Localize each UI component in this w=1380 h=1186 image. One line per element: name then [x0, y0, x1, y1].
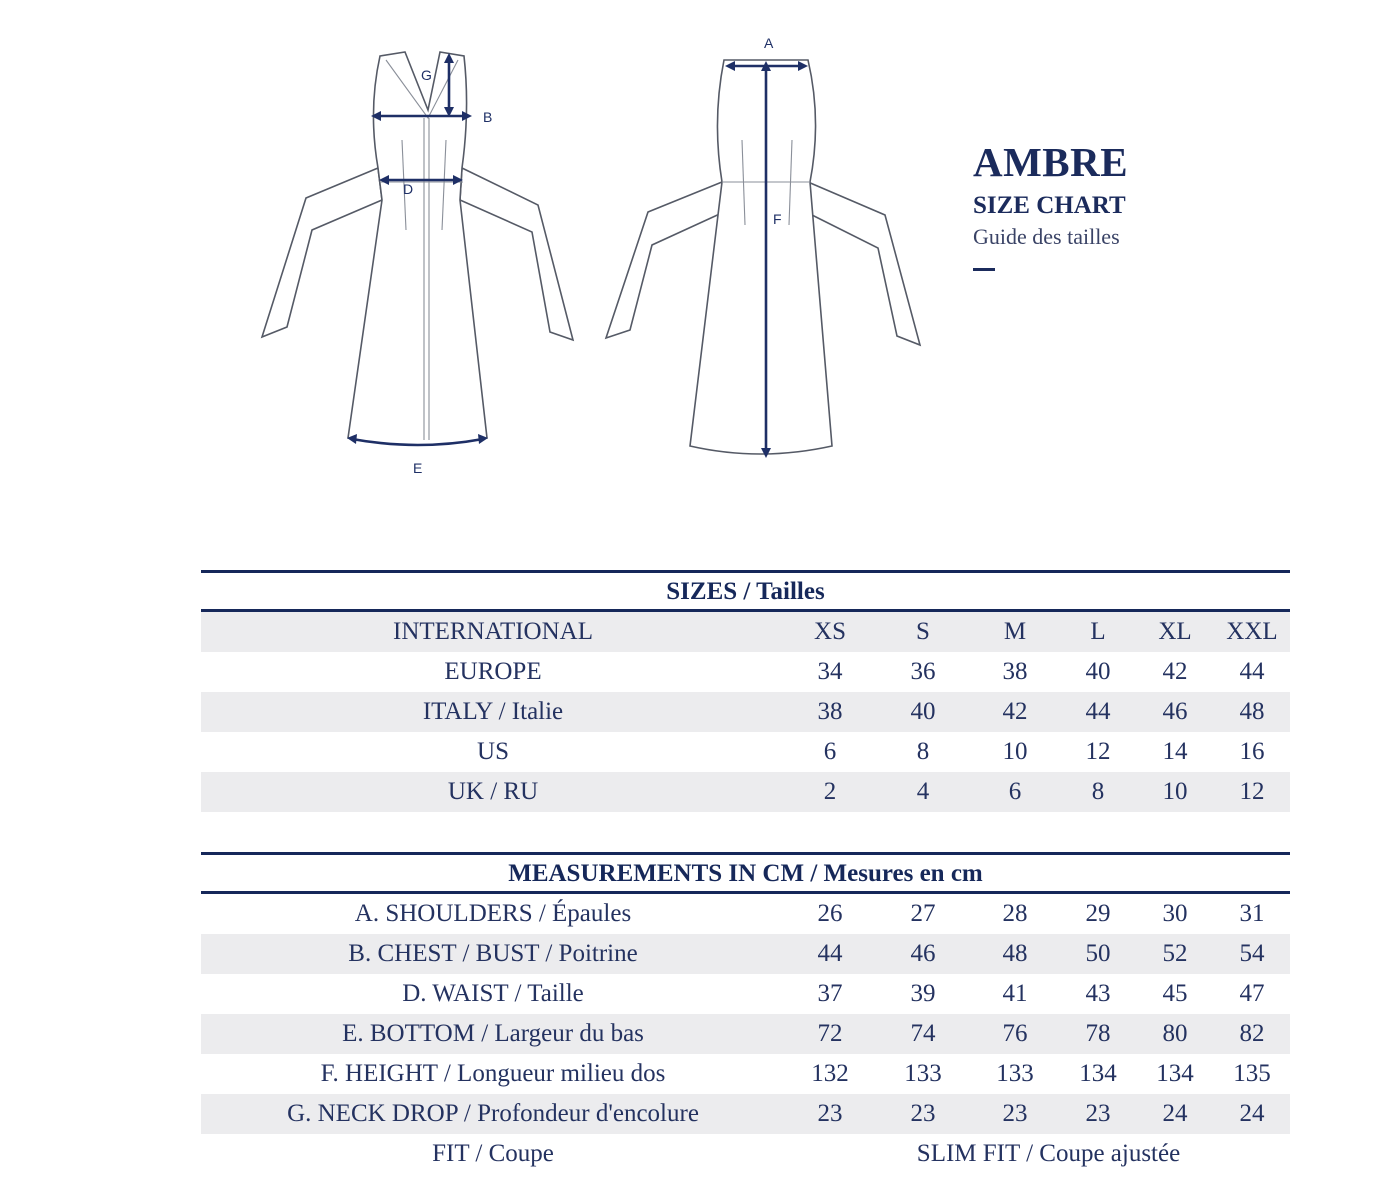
table-cell: 10	[1002, 738, 1028, 765]
table-cell: 48	[1239, 698, 1265, 725]
table-row	[201, 772, 1290, 812]
table-cell: 31	[1239, 900, 1265, 927]
row-label: A. SHOULDERS / Épaules	[354, 900, 632, 927]
table-cell: 4	[916, 778, 930, 805]
table-row	[201, 1094, 1290, 1134]
table-cell: 10	[1162, 778, 1188, 805]
measure-g-label: G	[421, 67, 432, 83]
table-cell: 54	[1239, 940, 1265, 967]
garment-diagram-svg	[0, 0, 940, 500]
table-cell: 37	[817, 980, 843, 1007]
fit-label: FIT / Coupe	[432, 1140, 554, 1167]
measure-f-label: F	[773, 211, 782, 227]
sizes-table	[201, 570, 1290, 812]
table-row	[201, 692, 1290, 732]
row-label: F. HEIGHT / Longueur milieu dos	[320, 1060, 666, 1087]
front-view	[262, 52, 573, 476]
table-cell: 134	[1079, 1060, 1117, 1087]
table-cell: 72	[817, 1020, 843, 1047]
row-label: B. CHEST / BUST / Poitrine	[348, 940, 638, 967]
table-cell: 34	[817, 658, 843, 685]
garment-diagram	[0, 0, 940, 500]
table-row	[201, 934, 1290, 974]
table-cell: XL	[1158, 618, 1192, 645]
table-cell: 12	[1085, 738, 1111, 765]
table-cell: 44	[817, 940, 843, 967]
row-label: INTERNATIONAL	[393, 618, 593, 645]
table-cell: 82	[1239, 1020, 1265, 1047]
table-cell: 29	[1085, 900, 1111, 927]
table-cell: 8	[1091, 778, 1105, 805]
row-label: E. BOTTOM / Largeur du bas	[342, 1020, 644, 1047]
table-cell: M	[1003, 618, 1027, 645]
table-cell: 6	[1008, 778, 1022, 805]
table-cell: 38	[1002, 658, 1028, 685]
table-cell: 135	[1233, 1060, 1271, 1087]
measure-a-label: A	[764, 35, 774, 51]
row-label: D. WAIST / Taille	[402, 980, 584, 1007]
chart-title: SIZE CHART	[973, 192, 1126, 219]
front-bodice	[348, 52, 487, 445]
table-cell: XXL	[1226, 618, 1278, 645]
measure-d-label: D	[403, 181, 414, 197]
table-cell: 24	[1239, 1100, 1265, 1127]
table-cell: 38	[817, 698, 843, 725]
table-cell: 47	[1239, 980, 1265, 1007]
measurements-table-header: MEASUREMENTS IN CM / Mesures en cm	[201, 852, 1290, 894]
table-cell: 74	[910, 1020, 936, 1047]
table-cell: 134	[1156, 1060, 1194, 1087]
table-row	[201, 732, 1290, 772]
table-cell: 48	[1002, 940, 1028, 967]
table-cell: 52	[1162, 940, 1188, 967]
row-label: US	[477, 738, 509, 765]
table-cell: 42	[1002, 698, 1028, 725]
product-name: AMBRE	[973, 139, 1129, 185]
table-cell: 6	[823, 738, 837, 765]
table-row	[201, 652, 1290, 692]
table-cell: 16	[1239, 738, 1265, 765]
table-cell: 30	[1162, 900, 1188, 927]
table-cell: 36	[910, 658, 936, 685]
back-right-tie	[806, 182, 920, 345]
table-row	[201, 974, 1290, 1014]
table-cell: 27	[910, 900, 936, 927]
fit-value: SLIM FIT / Coupe ajustée	[916, 1140, 1181, 1167]
table-cell: 80	[1162, 1020, 1188, 1047]
fit-row	[201, 1134, 1290, 1174]
table-cell: 133	[996, 1060, 1034, 1087]
table-row	[201, 1014, 1290, 1054]
table-cell: 43	[1085, 980, 1111, 1007]
table-cell: 23	[910, 1100, 936, 1127]
table-row	[201, 612, 1290, 652]
table-cell: 132	[811, 1060, 849, 1087]
table-cell: 76	[1002, 1020, 1028, 1047]
table-cell: 2	[823, 778, 837, 805]
table-cell: 44	[1085, 698, 1111, 725]
measurements-table	[201, 852, 1290, 1174]
front-right-tie	[460, 168, 573, 340]
chart-subtitle: Guide des tailles	[973, 224, 1120, 249]
table-cell: L	[1090, 618, 1106, 645]
table-row	[201, 894, 1290, 934]
table-cell: 28	[1002, 900, 1028, 927]
table-cell: 40	[910, 698, 936, 725]
table-cell: 23	[1002, 1100, 1028, 1127]
measure-e-label: E	[413, 460, 423, 476]
table-cell: 8	[916, 738, 930, 765]
title-block	[973, 139, 1129, 271]
table-cell: 45	[1162, 980, 1188, 1007]
table-cell: 23	[1085, 1100, 1111, 1127]
table-cell: XS	[814, 618, 846, 645]
table-cell: 12	[1239, 778, 1265, 805]
table-cell: 44	[1239, 658, 1265, 685]
table-cell: 40	[1085, 658, 1111, 685]
row-label: UK / RU	[447, 778, 539, 805]
row-label: EUROPE	[444, 658, 542, 685]
table-cell: 42	[1162, 658, 1188, 685]
table-row	[201, 1054, 1290, 1094]
back-view	[606, 35, 920, 458]
back-bodice	[690, 60, 832, 454]
table-cell: 46	[1162, 698, 1188, 725]
row-label: ITALY / Italie	[422, 698, 564, 725]
table-cell: 39	[910, 980, 936, 1007]
table-cell: 46	[910, 940, 936, 967]
table-cell: 26	[817, 900, 843, 927]
table-cell: 14	[1162, 738, 1188, 765]
table-cell: 23	[817, 1100, 843, 1127]
table-cell: 133	[904, 1060, 942, 1087]
front-left-tie	[262, 168, 382, 337]
measure-b-label: B	[483, 109, 493, 125]
table-cell: 24	[1162, 1100, 1188, 1127]
table-cell: 78	[1085, 1020, 1111, 1047]
table-cell: 50	[1085, 940, 1111, 967]
table-cell: S	[916, 618, 930, 645]
title-divider	[973, 268, 995, 271]
row-label: G. NECK DROP / Profondeur d'encolure	[287, 1100, 699, 1127]
sizes-table-header: SIZES / Tailles	[201, 570, 1290, 612]
table-cell: 41	[1002, 980, 1028, 1007]
